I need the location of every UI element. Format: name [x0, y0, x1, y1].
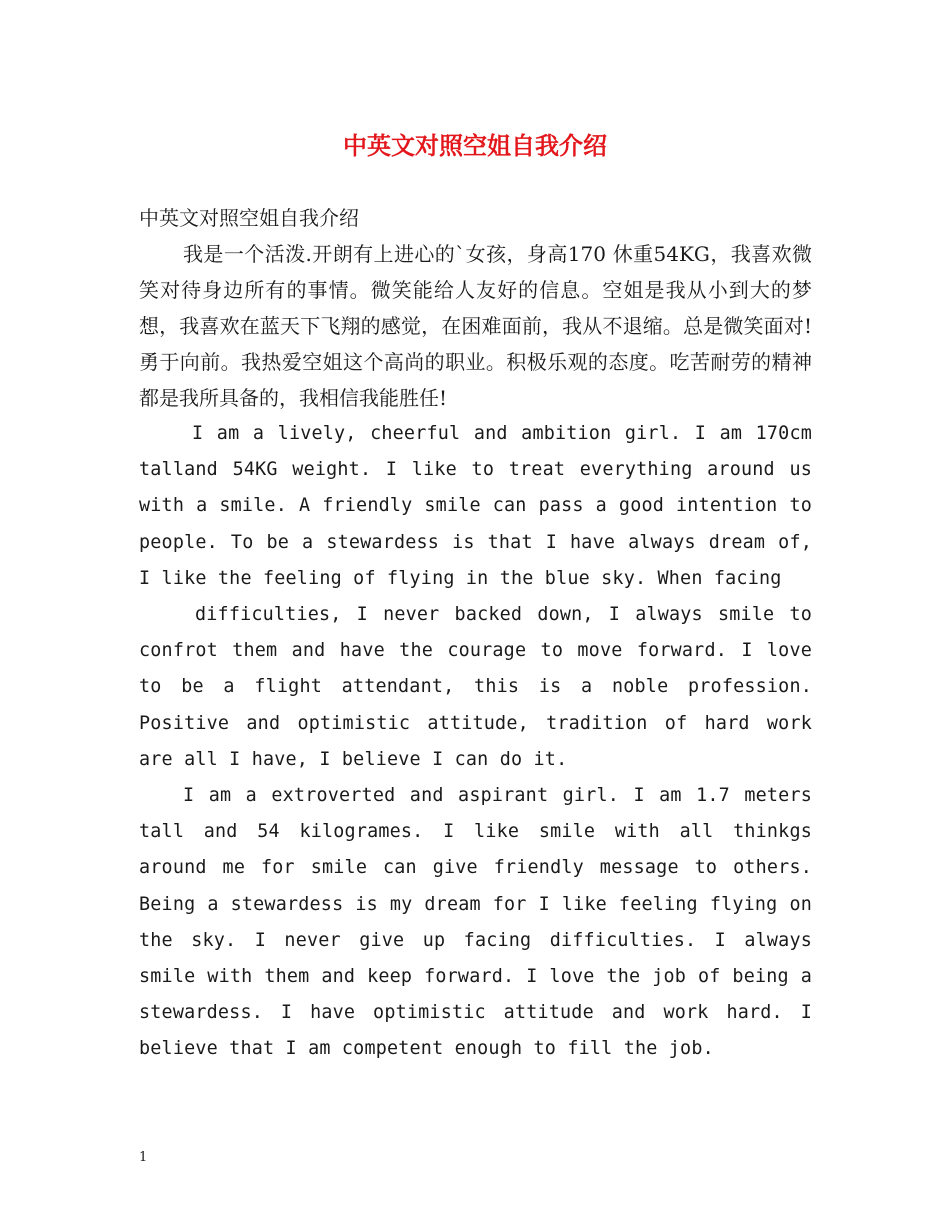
chinese-paragraph: 我是一个活泼.开朗有上进心的`女孩，身高170 休重54KG，我喜欢微笑对待身边所有的事情。微笑能给人友好的信息。空姐是我从小到大的梦想，我喜欢在蓝天下飞翔的感觉，在困难面前，我从不退缩。总是微笑面对!勇于向前。我热爱空姐这个高尚的职业。积极乐观的态度。吃苦耐劳的精神都是我所具备的，我相信我能胜任! [139, 242, 812, 410]
english-paragraph-1: I am a lively, cheerful and ambition girl. I am 170cm talland 54KG weight. I like to treat everything around us with a smile. A friendly smile can pass a good intention to people. To be a stewardess is that I have always dream of, I like the feeling of flying in the blue sky. When facing [139, 423, 812, 589]
document-title: 中英文对照空姐自我介绍 [343, 131, 607, 160]
english-paragraph-3: I am a extroverted and aspirant girl. I am 1.7 meters tall and 54 kilogrames. I like smile with all thinkgs around me for smile can give friendly message to others. Being a stewardess is my dream for I like feeling flying on the sky. I never give up facing difficulties. I always smile with them and keep forward. I love the job of being a stewardess. I have optimistic attitude and work hard. I believe that I am competent enough to fill the job. [139, 785, 812, 1060]
english-paragraph-2: difficulties, I never backed down, I always smile to confrot them and have the courage to move forward. I love to be a flight attendant, this is a noble profession. Positive and optimistic attitude, tradition of hard work are all I have, I believe I can do it. [139, 604, 812, 770]
page-number: 1 [139, 1150, 148, 1165]
section-heading: 中英文对照空姐自我介绍 [139, 206, 359, 230]
document-body [139, 200, 812, 1068]
